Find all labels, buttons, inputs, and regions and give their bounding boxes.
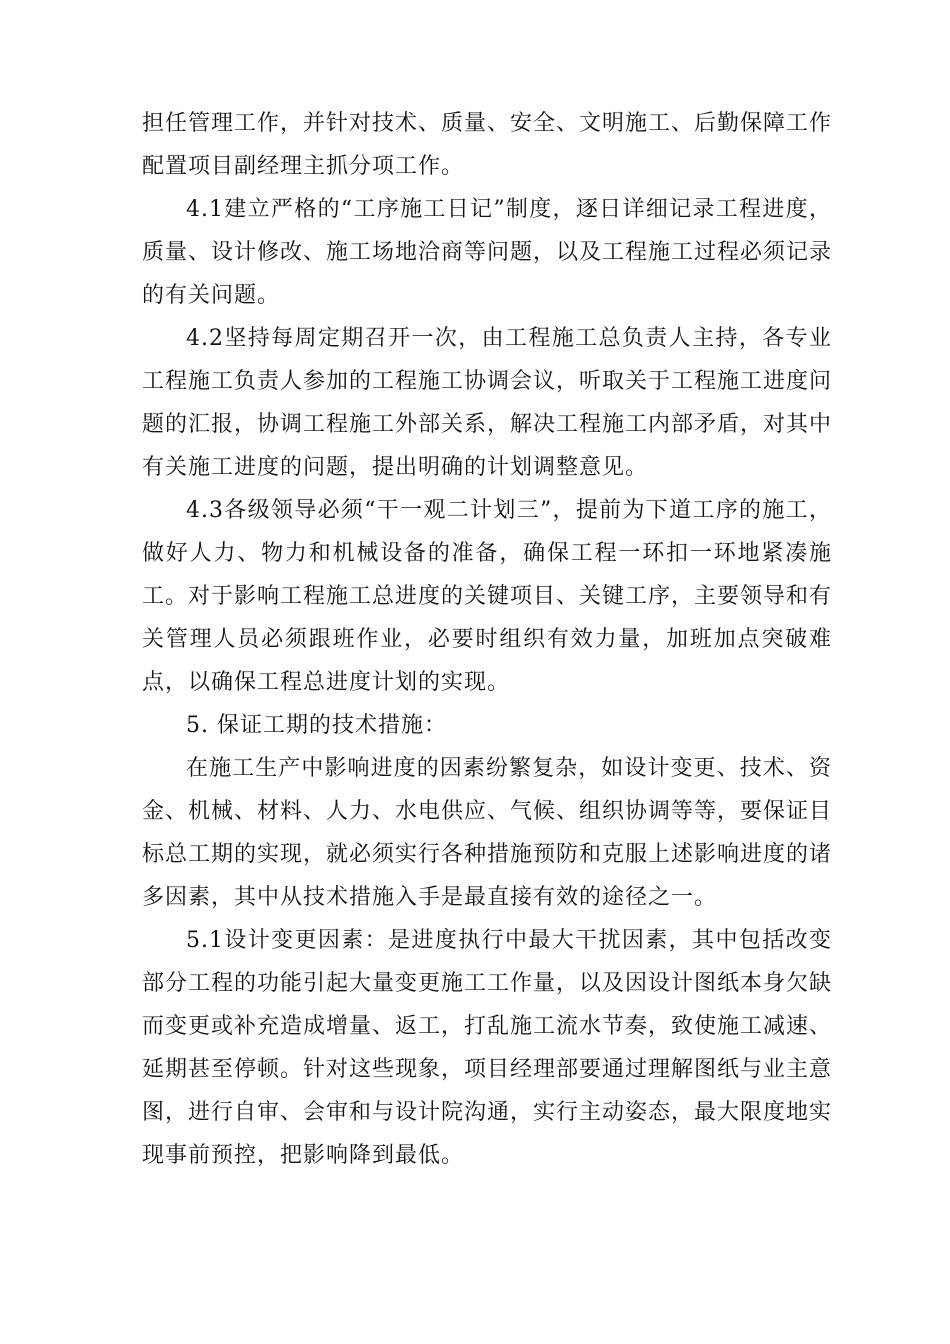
section-heading-5: 5. 保证工期的技术措施： bbox=[186, 713, 447, 738]
paragraph-5-1: 5.1设计变更因素：是进度执行中最大干扰因素，其中包括改变部分工程的功能引起大量变更施工工作量，以及因设计图纸本身欠缺而变更或补充造成增量、返工，打乱施工流水节奏，致使施工减速、延期甚至停顿。针对这些现象，项目经理部要通过理解图纸与业主意图，进行自审、会审和与设计院沟通，实行主动姿态，最大限度地实现事前预控，把影响降到最低。 bbox=[142, 928, 833, 1168]
paragraph-5-intro: 在施工生产中影响进度的因素纷繁复杂，如设计变更、技术、资金、机械、材料、人力、水电供应、气候、组织协调等等，要保证目标总工期的实现，就必须实行各种措施预防和克服上述影响进度的诸多因素，其中从技术措施入手是最直接有效的途径之一。 bbox=[142, 756, 833, 910]
paragraph-4-3: 4.3各级领导必须“干一观二计划三”，提前为下道工序的施工，做好人力、物力和机械设备的准备，确保工程一环扣一环地紧凑施工。对于影响工程施工总进度的关键项目、关键工序，主要领导和有关管理人员必须跟班作业，必要时组织有效力量，加班加点突破难点，以确保工程总进度计划的实现。 bbox=[142, 498, 833, 695]
document-body bbox=[142, 102, 832, 1177]
paragraph-4-1: 4.1建立严格的“工序施工日记”制度，逐日详细记录工程进度，质量、设计修改、施工场地洽商等问题，以及工程施工过程必须记录的有关问题。 bbox=[142, 197, 833, 308]
paragraph-4-2: 4.2坚持每周定期召开一次，由工程施工总负责人主持，各专业工程施工负责人参加的工程施工协调会议，听取关于工程施工进度问题的汇报，协调工程施工外部关系，解决工程施工内部矛盾，对其中有关施工进度的问题，提出明确的计划调整意见。 bbox=[142, 326, 833, 480]
paragraph-continuation: 担任管理工作，并针对技术、质量、安全、文明施工、后勤保障工作配置项目副经理主抓分项工作。 bbox=[142, 111, 833, 179]
